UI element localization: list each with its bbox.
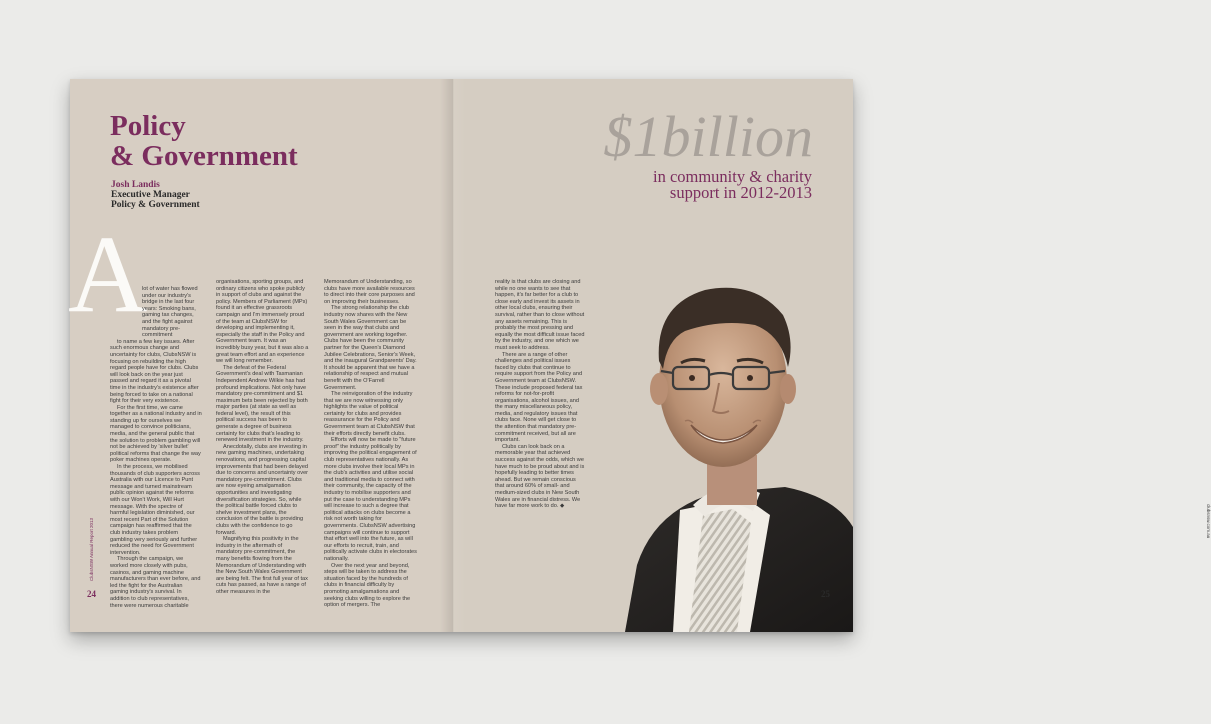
text-column-1 xyxy=(110,286,202,609)
paragraph: For the first time, we came together as a national industry and in standing up for ourselves we managed to convince politicians, media, and the general public that the solution to problem gambling will not be achieved by 'silver bullet' political reforms that change the way poker machines operate. xyxy=(110,404,202,464)
paragraph: The defeat of the Federal Government's deal with Tasmanian Independent Andrew Wilkie has had profound implications. Not only have mandatory pre-commitment and $1 maximum bets been rejected by both major parties (at state as well as federal level), the result of this political success has been to generate a degree of business certainty for clubs that's leading to renewed investment in the industry. xyxy=(216,364,308,444)
paragraph: Efforts will now be made to "future proof" the industry politically by improving the political engagement of club representatives nationally. As more clubs involve their local MPs in the club's activities and utilise social and traditional media to connect with their community, the capacity of the industry to mobilise supporters and put the case to understanding MPs will increase to such a degree that political attacks on clubs become a risk not worth taking for governments. ClubsNSW advertising campaigns will continue to support that effort well into the future, as will our efforts to recruit, train, and politically activate clubs in electorates nationally. xyxy=(324,437,417,562)
page-number-left: 24 xyxy=(87,589,96,599)
paragraph: lot of water has flowed under our industry's bridge in the last four years: Smoking bans, gaming tax changes, and the fight against mandatory pre-commitment xyxy=(142,286,198,339)
author-byline xyxy=(111,180,200,210)
paragraph: organisations, sporting groups, and ordinary citizens who spoke publicly in support of clubs and against the policy. Members of Parliament (MPs) found it an effective grassroots campaign and I'm immensely proud of the team at ClubsNSW for developing and implementing it, especially the staff in the Policy and Government team. It was an incredibly busy year, but it was also a great team effort and an experience we will long remember. xyxy=(216,279,309,365)
left-page xyxy=(70,79,453,632)
running-head: ClubsNSW Annual Report 2013 xyxy=(89,517,94,581)
paragraph: Clubs can look back on a memorable year that achieved success against the odds, which we have much to be proud about and is hopefully leading to better times ahead. But we remain conscious that around 60% of small- and medium-sized clubs in New South Wales are in financial distress. We have far more work to do. ◆ xyxy=(495,443,585,510)
author-role-1: Executive Manager xyxy=(111,190,190,200)
subheadline-line-2: support in 2012-2013 xyxy=(669,183,812,202)
paragraph: There are a range of other challenges and political issues faced by clubs that continue to require support from the Policy and Government team at ClubsNSW. These include proposed federal tax reforms for not-for-profit organisations, alcohol issues, and the many miscellaneous policy, media, and regulatory issues that clubs face. None will get close to the attention that mandatory pre-commitment received, but all are important. xyxy=(495,351,583,444)
paragraph: The strong relationship the club industry now shares with the New South Wales Government can be seen in the way that clubs and government are working together. Clubs have been the community partner for the Queen's Diamond Jubilee Celebrations, Senior's Week, and the inaugural Grandparents' Day. It should be apparent that we have a relationship of respect and mutual benefit with the O'Farrell Government. xyxy=(324,305,417,391)
magazine-spread xyxy=(68,79,1211,632)
paragraph: The reinvigoration of the industry that we are now witnessing only highlights the value of political certainty for clubs and provides reassurance for the Policy and Government team at ClubsNSW that their efforts directly benefit clubs. xyxy=(324,391,415,437)
title-line-1: Policy xyxy=(110,110,186,142)
page-title xyxy=(110,111,298,171)
portrait-photo xyxy=(585,265,853,632)
paragraph: Memorandum of Understanding, so clubs have more available resources to direct into their core purposes and on improving their businesses. xyxy=(324,279,415,305)
headline-figure: $1billion xyxy=(603,104,813,169)
author-name: Josh Landis xyxy=(111,180,160,190)
text-column-2 xyxy=(216,279,309,598)
paragraph: Magnifying this positivity in the industry in the aftermath of mandatory pre-commitment, the many benefits flowing from the Memorandum of Understanding with the New South Wales Government are being felt. The first full year of tax cuts has passed, as have a range of other measures in the xyxy=(216,536,308,595)
right-page xyxy=(453,79,1211,632)
paragraph: reality is that clubs are closing and while no one wants to see that happen, it's far better for a club to close early and invest its assets in other local clubs, ensuring their survival, rather than to close without any assets remaining. This is probably the most pressing and equally the most difficult issue faced by the industry, and one which we must seek to address. xyxy=(495,279,585,351)
side-caption: clubsnsw.com.au xyxy=(1206,504,1211,539)
subheadline-line-1: in community & charity xyxy=(652,167,812,186)
drop-cap: A xyxy=(68,213,148,335)
paragraph: Through the campaign, we worked more closely with pubs, casinos, and gaming machine manufacturers than ever before, and led the fight for the Australian gaming industry's survival. In addition to club representatives, there were numerous charitable xyxy=(110,556,201,609)
author-role-2: Policy & Government xyxy=(111,200,200,210)
title-line-2: & Government xyxy=(110,140,298,172)
text-column-3 xyxy=(324,279,417,609)
paragraph: Anecdotally, clubs are investing in new gaming machines, undertaking renovations, and progressing capital improvements that had been delayed due to concerns and uncertainty over mandatory pre-commitment. Clubs are now eyeing amalgamation opportunities and investigating diversification strategies. So, while the political battle forced clubs to shelve investment plans, the conclusion of the battle is providing clubs with the confidence to go forward. xyxy=(216,443,309,536)
text-column-4 xyxy=(495,279,585,579)
paragraph: to name a few key issues. After such enormous change and uncertainty for clubs, ClubsNSW is focusing on rebuilding the high regard people have for clubs. Clubs will look back on the year just passed and regard it as a pivotal time in the industry's existence after being forced to take on a national fight for their very existence. xyxy=(110,338,199,405)
paragraph: Over the next year and beyond, steps will be taken to address the situation faced by the hundreds of clubs in financial difficulty by promoting amalgamations and seeking clubs willing to explore the option of mergers. The xyxy=(324,562,411,609)
page-number-right: 25 xyxy=(821,589,830,599)
subheadline xyxy=(653,169,812,201)
paragraph: In the process, we mobilised thousands of club supporters across Australia with our Licence to Punt message and turned mainstream public opinion against the reforms with our Won't Work, Will Hurt message. With the spectre of harmful legislation diminished, our most recent Part of the Solution campaign has reaffirmed that the club industry takes problem gambling very seriously and further reduced the need for Government intervention. xyxy=(110,464,200,556)
